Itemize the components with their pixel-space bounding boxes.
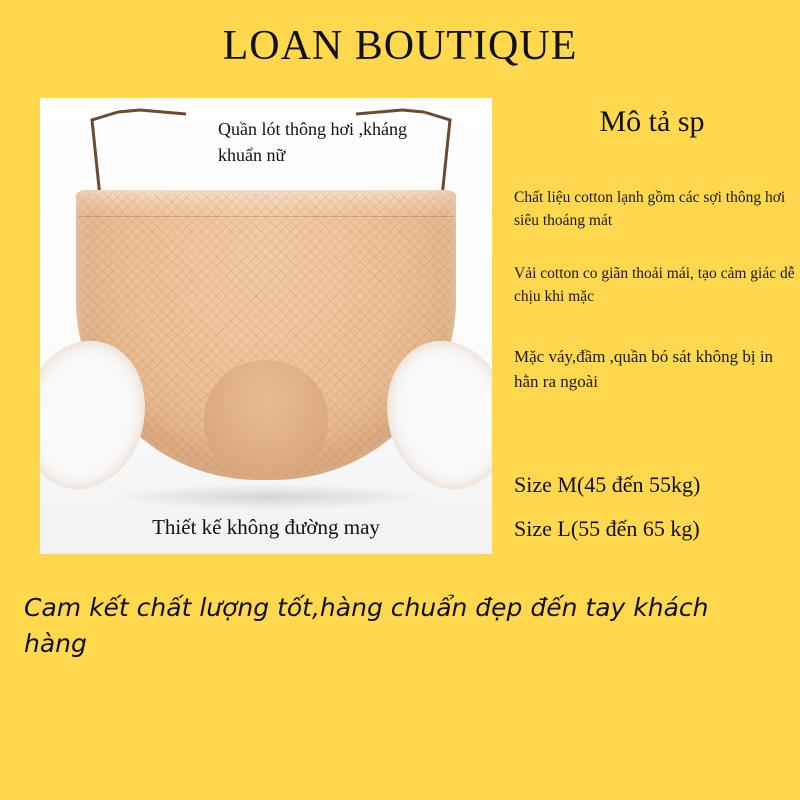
product-photo [40,98,492,554]
description-point-1: Chất liệu cotton lạnh gồm các sợi thông hơi siêu thoáng mát [514,189,786,229]
description-point-2: Vải cotton co giãn thoải mái, tạo cảm giác dễ chịu khi mặc [514,265,795,305]
description-point-3: Mặc váy,đầm ,quần bó sát không bị in hằn ra ngoài [514,347,774,391]
drop-shadow [110,484,430,510]
waistband-line [78,216,454,217]
product-illustration [76,190,456,490]
photo-caption-bottom: Thiết kế không đường may [152,515,380,539]
size-option-l: Size L(55 đến 65 kg) [514,516,700,541]
quality-pledge: Cam kết chất lượng tốt,hàng chuẩn đẹp đến tay khách hàng [24,593,709,658]
photo-caption-top: Quần lót thông hơi ,kháng khuẩn nữ [218,119,407,165]
description-title: Mô tả sp [599,105,705,138]
page-title: LOAN BOUTIQUE [222,23,578,69]
size-option-m: Size M(45 đến 55kg) [514,472,701,497]
gusset-shade [204,360,328,476]
